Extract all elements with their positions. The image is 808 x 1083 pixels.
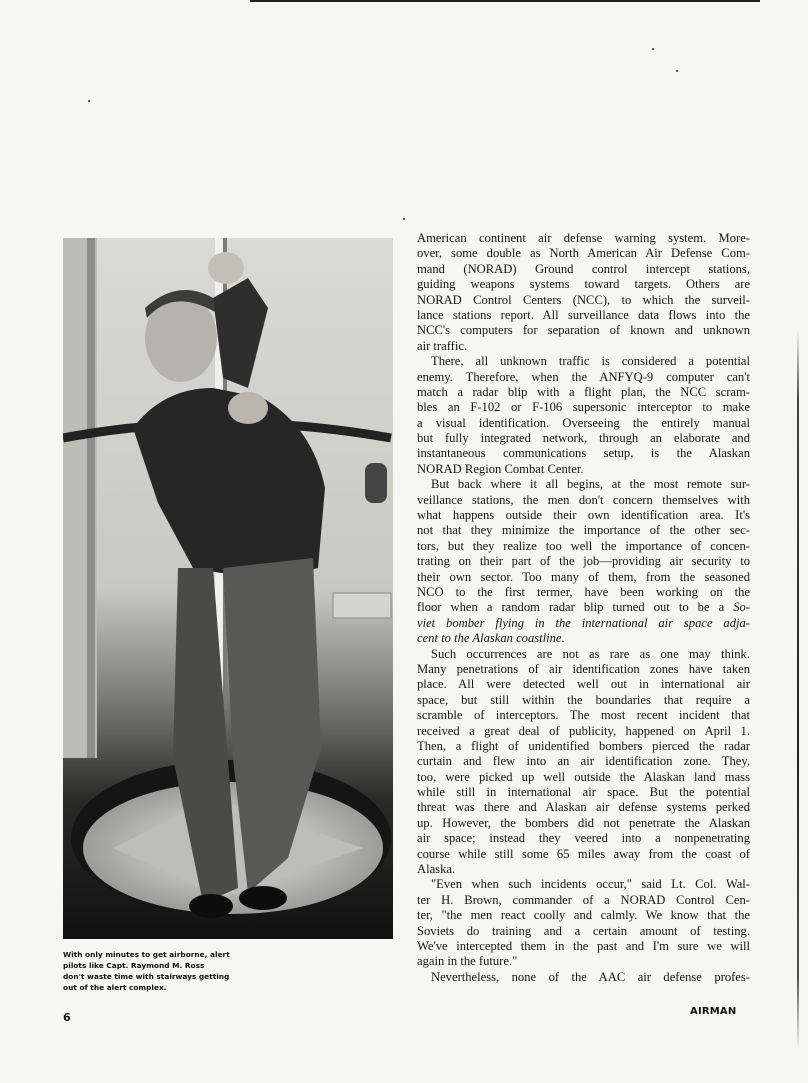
article-line: over, some double as North American Air Defense Com- <box>417 246 750 261</box>
caption-line: With only minutes to get airborne, alert <box>63 950 230 959</box>
speck <box>652 48 654 50</box>
article-line: bles an F-102 or F-106 supersonic interceptor to make <box>417 400 750 415</box>
photo-pilot-sliding-pole <box>63 238 393 939</box>
article-italic-line: cent to the Alaskan coastline. <box>417 631 565 646</box>
article-column <box>417 231 750 985</box>
article-line: veillance stations, the men don't concern themselves with <box>417 492 750 507</box>
article-line: Many penetrations of air identification zones have taken <box>417 661 750 676</box>
article-line: lance stations report. All surveillance data flows into the <box>417 307 750 322</box>
magazine-name: AIRMAN <box>690 1006 737 1017</box>
top-rule <box>250 0 760 2</box>
speck <box>676 70 678 72</box>
article-line: There, all unknown traffic is considered a potential <box>431 354 750 369</box>
article-line: not that they minimize the importance of the other sec- <box>417 523 750 538</box>
article-line: enemy. Therefore, when the ANFYQ-9 computer can't <box>417 369 750 384</box>
article-line: course while still some 65 miles away from the coast of <box>417 846 750 861</box>
page-edge-shadow <box>797 330 799 1050</box>
article-line: while still in international air space. But the potential <box>417 785 750 800</box>
speck <box>88 100 90 102</box>
article-line: Then, a flight of unidentified bombers pierced the radar <box>417 738 750 753</box>
article-line: Nevertheless, none of the AAC air defense profes- <box>431 969 750 984</box>
article-line: Such occurrences are not as rare as one may think. <box>431 646 750 661</box>
article-line: a visual identification. Overseeing the entirely manual <box>417 415 750 430</box>
article-text: floor when a random radar blip turned out to be a <box>417 600 734 615</box>
article-line: curtain and flew into an air identification zone. They, <box>417 754 750 769</box>
article-line: Alaska. <box>417 862 456 877</box>
caption-line: out of the alert complex. <box>63 983 167 992</box>
article-line: too, were picked up well outside the Alaskan land mass <box>417 769 750 784</box>
article-line: trating on their part of the job—providing air security to <box>417 554 750 569</box>
caption-line: pilots like Capt. Raymond M. Ross <box>63 961 205 970</box>
article-line: instantaneous communications setup, is the Alaskan <box>417 446 750 461</box>
article-line: scramble of interceptors. The most recent incident that <box>417 708 750 723</box>
article-line: NCO to the first termer, have been working on the <box>417 584 750 599</box>
photo-illustration <box>63 238 393 939</box>
article-line: NORAD Control Centers (NCC), to which the surveil- <box>417 292 750 307</box>
article-italic-text: So- <box>733 600 750 615</box>
article-line: ter H. Brown, commander of a NORAD Control Cen- <box>417 892 750 907</box>
article-line: received a great deal of publicity, happened on April 1. <box>417 723 750 738</box>
caption-line: don't waste time with stairways getting <box>63 972 230 981</box>
article-line: threat was there and Alaskan air defense systems perked <box>417 800 750 815</box>
article-line: what happens outside their own identification area. It's <box>417 508 750 523</box>
article-line: mand (NORAD) Ground control intercept stations, <box>417 261 750 276</box>
article-line: air space; instead they veered into a nonpenetrating <box>417 831 750 846</box>
article-line: "Even when such incidents occur," said Lt. Col. Wal- <box>431 877 750 892</box>
article-line: Soviets do training and a certain amount of testing. <box>417 923 750 938</box>
article-line: but fully integrated network, through an elaborate and <box>417 431 750 446</box>
article-line: ter, "the men react coolly and calmly. We know that the <box>417 908 750 923</box>
article-line: place. All were detected well out in international air <box>417 677 750 692</box>
article-line-mixed <box>417 600 750 615</box>
article-line: guiding weapons systems toward targets. Others are <box>417 277 750 292</box>
photo-caption <box>63 949 268 993</box>
article-line: American continent air defense warning system. More- <box>417 231 750 245</box>
article-line: NCC's computers for separation of known and unknown <box>417 323 750 338</box>
article-line: But back where it all begins, at the most remote sur- <box>431 477 750 492</box>
article-line: match a radar blip with a flight plan, the NCC scram- <box>417 384 750 399</box>
article-line: NORAD Region Combat Center. <box>417 461 584 476</box>
article-line: air traffic. <box>417 338 468 353</box>
article-line: again in the future." <box>417 954 518 969</box>
speck <box>403 218 405 220</box>
article-line: We've intercepted them in the past and I'm sure we will <box>417 938 750 953</box>
article-line: up. However, the bombers did not penetrate the Alaskan <box>417 815 750 830</box>
article-line: tors, but they realize too well the importance of concen- <box>417 538 750 553</box>
page-number: 6 <box>63 1011 71 1024</box>
article-line: space, but still within the boundaries that require a <box>417 692 750 707</box>
article-line: their own sector. Too many of them, from the seasoned <box>417 569 750 584</box>
article-italic-line: viet bomber flying in the international air space adja- <box>417 615 750 630</box>
